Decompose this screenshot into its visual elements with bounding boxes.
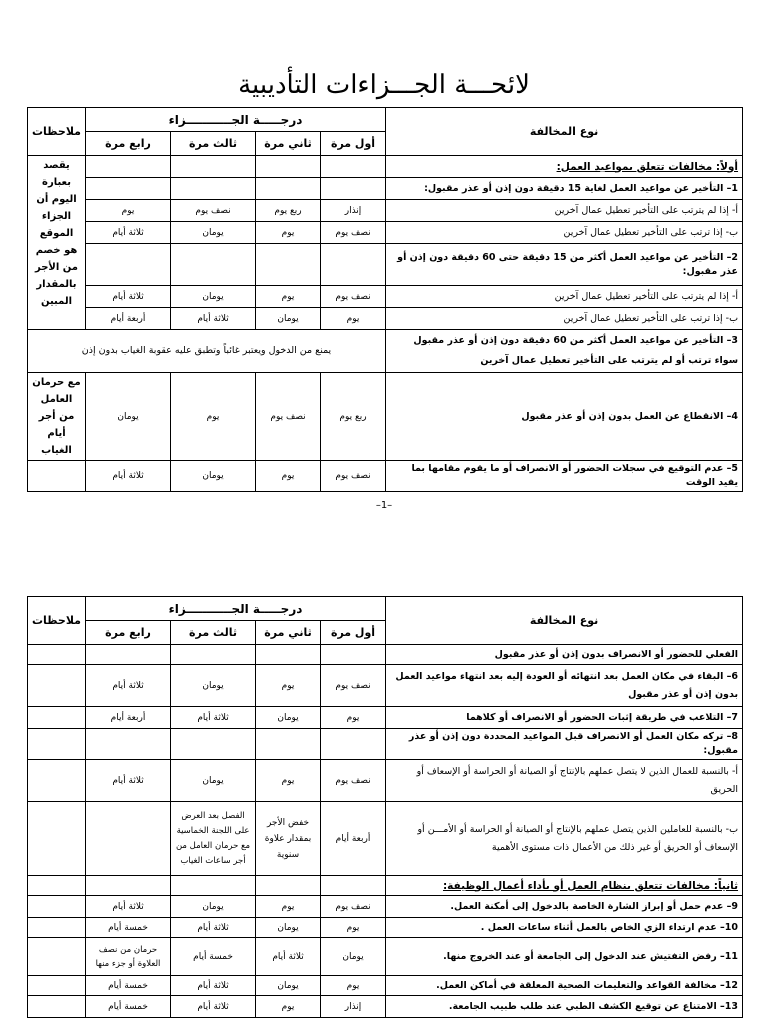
penalty-cell: يومان — [86, 373, 171, 461]
penalty-cell: يومان — [171, 896, 256, 918]
penalty-cell: إنذار — [321, 200, 386, 222]
penalty-cell: نصف يوم — [171, 200, 256, 222]
violation-header: نوع المخالفة — [386, 108, 743, 156]
penalty-cell: ربع يوم — [256, 200, 321, 222]
penalty-cell: يوم — [256, 286, 321, 308]
penalty-cell: يوم — [321, 707, 386, 729]
penalty-cell: ثلاثة أيام — [86, 222, 171, 244]
violation-8: 8– تركه مكان العمل أو الانصراف قبل المواعيد المحددة دون إذن أو عذر مقبول: — [386, 729, 743, 760]
note-cell: مع حرمان العامل من أجر أيام الغياب — [28, 373, 86, 461]
violation-3: 3– التأخير عن مواعيد العمل أكثر من 60 دقيقة دون إذن أو عذر مقبول سواء ترتب أو لم يترتب على التأخير تعطيل عمال آخرين — [386, 330, 743, 373]
penalty-cell: ثلاثة أيام — [86, 665, 171, 707]
penalty-cell: يوم — [256, 665, 321, 707]
document-title: لائحـــة الجـــزاءات التأديبية — [238, 70, 530, 100]
penalty-cell: يوم — [321, 308, 386, 330]
penalty-cell: ثلاثة أيام — [86, 286, 171, 308]
penalty-cell: يومان — [171, 665, 256, 707]
penalty-cell: يوم — [321, 918, 386, 938]
penalty-cell: يومان — [171, 286, 256, 308]
penalty-cell: ثلاثة أيام — [256, 938, 321, 976]
degree-header: درجـــــة الجـــــــــــزاء — [86, 108, 386, 132]
second-time-header: ثاني مرة — [256, 621, 321, 645]
penalty-cell: يوم — [256, 461, 321, 492]
violation-10: 10– عدم ارتداء الزي الخاص بالعمل أثناء ساعات العمل . — [386, 918, 743, 938]
penalty-cell: يومان — [256, 707, 321, 729]
violation-12: 12– مخالفة القواعد والتعليمات الصحية المعلقة في أماكن العمل. — [386, 976, 743, 996]
penalty-cell: ثلاثة أيام — [171, 996, 256, 1018]
penalty-cell: خمسة أيام — [86, 996, 171, 1018]
penalty-cell: نصف يوم — [321, 286, 386, 308]
violation-9: 9– عدم حمل أو إبراز الشارة الخاصة بالدخول إلى أمكنة العمل. — [386, 896, 743, 918]
violation-1: 1– التأخير عن مواعيد العمل لغاية 15 دقيقة دون إذن أو عذر مقبول: — [386, 178, 743, 200]
penalty-cell: ثلاثة أيام — [171, 308, 256, 330]
violation-13: 13– الامتناع عن توقيع الكشف الطبي عند طلب طبيب الجامعة. — [386, 996, 743, 1018]
violation-8a: أ- بالنسبة للعمال الذين لا يتصل عملهم بالإنتاج أو الصيانة أو الحراسة أو الإسعاف أو الحريق — [386, 760, 743, 802]
penalty-cell: ثلاثة أيام — [86, 760, 171, 802]
first-time-header: أول مرة — [321, 621, 386, 645]
fourth-time-header: رابع مرة — [86, 621, 171, 645]
penalty-cell: يوم — [171, 373, 256, 461]
violation-8b: ب- بالنسبة للعاملين الذين يتصل عملهم بالإنتاج أو الصيانة أو الحراسة أو الأمـــن أو الإسعاف أو الحريق أو غير ذلك من الأعمال ذات مستوى الأهمية — [386, 802, 743, 876]
penalty-cell: يومان — [171, 461, 256, 492]
penalty-cell: خمسة أيام — [86, 976, 171, 996]
penalty-cell: أربعة أيام — [321, 802, 386, 876]
penalty-cell: خمسة أيام — [171, 938, 256, 976]
violation-5: 5– عدم التوقيع في سجلات الحضور أو الانصراف أو ما يقوم مقامها بما يفيد الوقت — [386, 461, 743, 492]
third-time-header: ثالث مرة — [171, 621, 256, 645]
penalty-cell: أربعة أيام — [86, 707, 171, 729]
penalty-cell: يوم — [256, 760, 321, 802]
merged-penalty: يمنع من الدخول ويعتبر غائباً وتطبق عليه عقوبة الغياب بدون إذن — [28, 330, 386, 373]
first-time-header: أول مرة — [321, 132, 386, 156]
penalty-cell: ثلاثة أيام — [171, 976, 256, 996]
note-cell: يقصد بعبارة اليوم أن الجزاء الموقع هو خصم من الأجر بالمقدار المبين — [28, 156, 86, 330]
penalty-cell: ثلاثة أيام — [86, 461, 171, 492]
violation-11: 11– رفض التفتيش عند الدخول إلى الجامعة أو عند الخروج منها. — [386, 938, 743, 976]
penalty-cell: ربع يوم — [321, 373, 386, 461]
penalty-cell: نصف يوم — [321, 760, 386, 802]
penalty-cell: نصف يوم — [321, 896, 386, 918]
penalty-cell: أربعة أيام — [86, 308, 171, 330]
notes-header: ملاحظات — [28, 108, 86, 156]
penalties-table-page-1 — [27, 107, 743, 492]
penalty-cell: نصف يوم — [321, 222, 386, 244]
penalty-cell: ثلاثة أيام — [171, 707, 256, 729]
degree-header: درجـــــة الجـــــــــــزاء — [86, 597, 386, 621]
notes-header: ملاحظات — [28, 597, 86, 645]
penalty-cell: ثلاثة أيام — [171, 918, 256, 938]
penalty-cell: يومان — [171, 222, 256, 244]
violation-header: نوع المخالفة — [386, 597, 743, 645]
fourth-time-header: رابع مرة — [86, 132, 171, 156]
penalty-cell: حرمان من نصف العلاوة أو جزء منها — [86, 938, 171, 976]
violation-2: 2– التأخير عن مواعيد العمل أكثر من 15 دقيقة حتى 60 دقيقة دون إذن أو عذر مقبول: — [386, 244, 743, 286]
penalty-cell: إنذار — [321, 996, 386, 1018]
violation-1b: ب- إذا ترتب على التأخير تعطيل عمال آخرين — [386, 222, 743, 244]
violation-5-continued: الفعلي للحضور أو الانصراف بدون إذن أو عذر مقبول — [386, 645, 743, 665]
violation-2b: ب- إذا ترتب على التأخير تعطيل عمال آخرين — [386, 308, 743, 330]
violation-1a: أ- إذا لم يترتب على التأخير تعطيل عمال آخرين — [386, 200, 743, 222]
penalty-cell: يومان — [171, 760, 256, 802]
penalty-cell — [86, 802, 171, 876]
penalty-cell: نصف يوم — [321, 665, 386, 707]
penalty-cell: يوم — [256, 996, 321, 1018]
penalty-cell: ثلاثة أيام — [86, 896, 171, 918]
penalty-cell: يوم — [321, 976, 386, 996]
penalty-cell: يومان — [256, 308, 321, 330]
violation-2a: أ- إذا لم يترتب على التأخير تعطيل عمال آخرين — [386, 286, 743, 308]
second-time-header: ثاني مرة — [256, 132, 321, 156]
penalty-cell: الفصل بعد العرض على اللجنة الخماسية مع حرمان العامل من أجر ساعات الغياب — [171, 802, 256, 876]
penalty-cell: خمسة أيام — [86, 918, 171, 938]
violation-7: 7– التلاعب في طريقة إثبات الحضور أو الانصراف أو كلاهما — [386, 707, 743, 729]
section-title: أولاً: مخالفات تتعلق بمواعيد العمل: — [386, 156, 743, 178]
penalty-cell: يومان — [256, 976, 321, 996]
violation-4: 4– الانقطاع عن العمل بدون إذن أو عذر مقبول — [386, 373, 743, 461]
penalty-cell: يومان — [321, 938, 386, 976]
section-title: ثانياً: مخالفات تتعلق بنظام العمل أو بأداء أعمال الوظيفة: — [386, 876, 743, 896]
penalty-cell: يوم — [256, 222, 321, 244]
penalty-cell: خفض الأجر بمقدار علاوة سنوية — [256, 802, 321, 876]
page-number: –1– — [375, 500, 393, 511]
penalties-table-page-2 — [27, 596, 743, 1018]
penalty-cell: يوم — [256, 896, 321, 918]
penalty-cell: نصف يوم — [256, 373, 321, 461]
penalty-cell: نصف يوم — [321, 461, 386, 492]
third-time-header: ثالث مرة — [171, 132, 256, 156]
penalty-cell: يومان — [256, 918, 321, 938]
violation-6: 6– البقاء في مكان العمل بعد انتهائه أو العودة إليه بعد انتهاء مواعيد العمل بدون إذن أو عذر مقبول — [386, 665, 743, 707]
penalty-cell: يوم — [86, 200, 171, 222]
